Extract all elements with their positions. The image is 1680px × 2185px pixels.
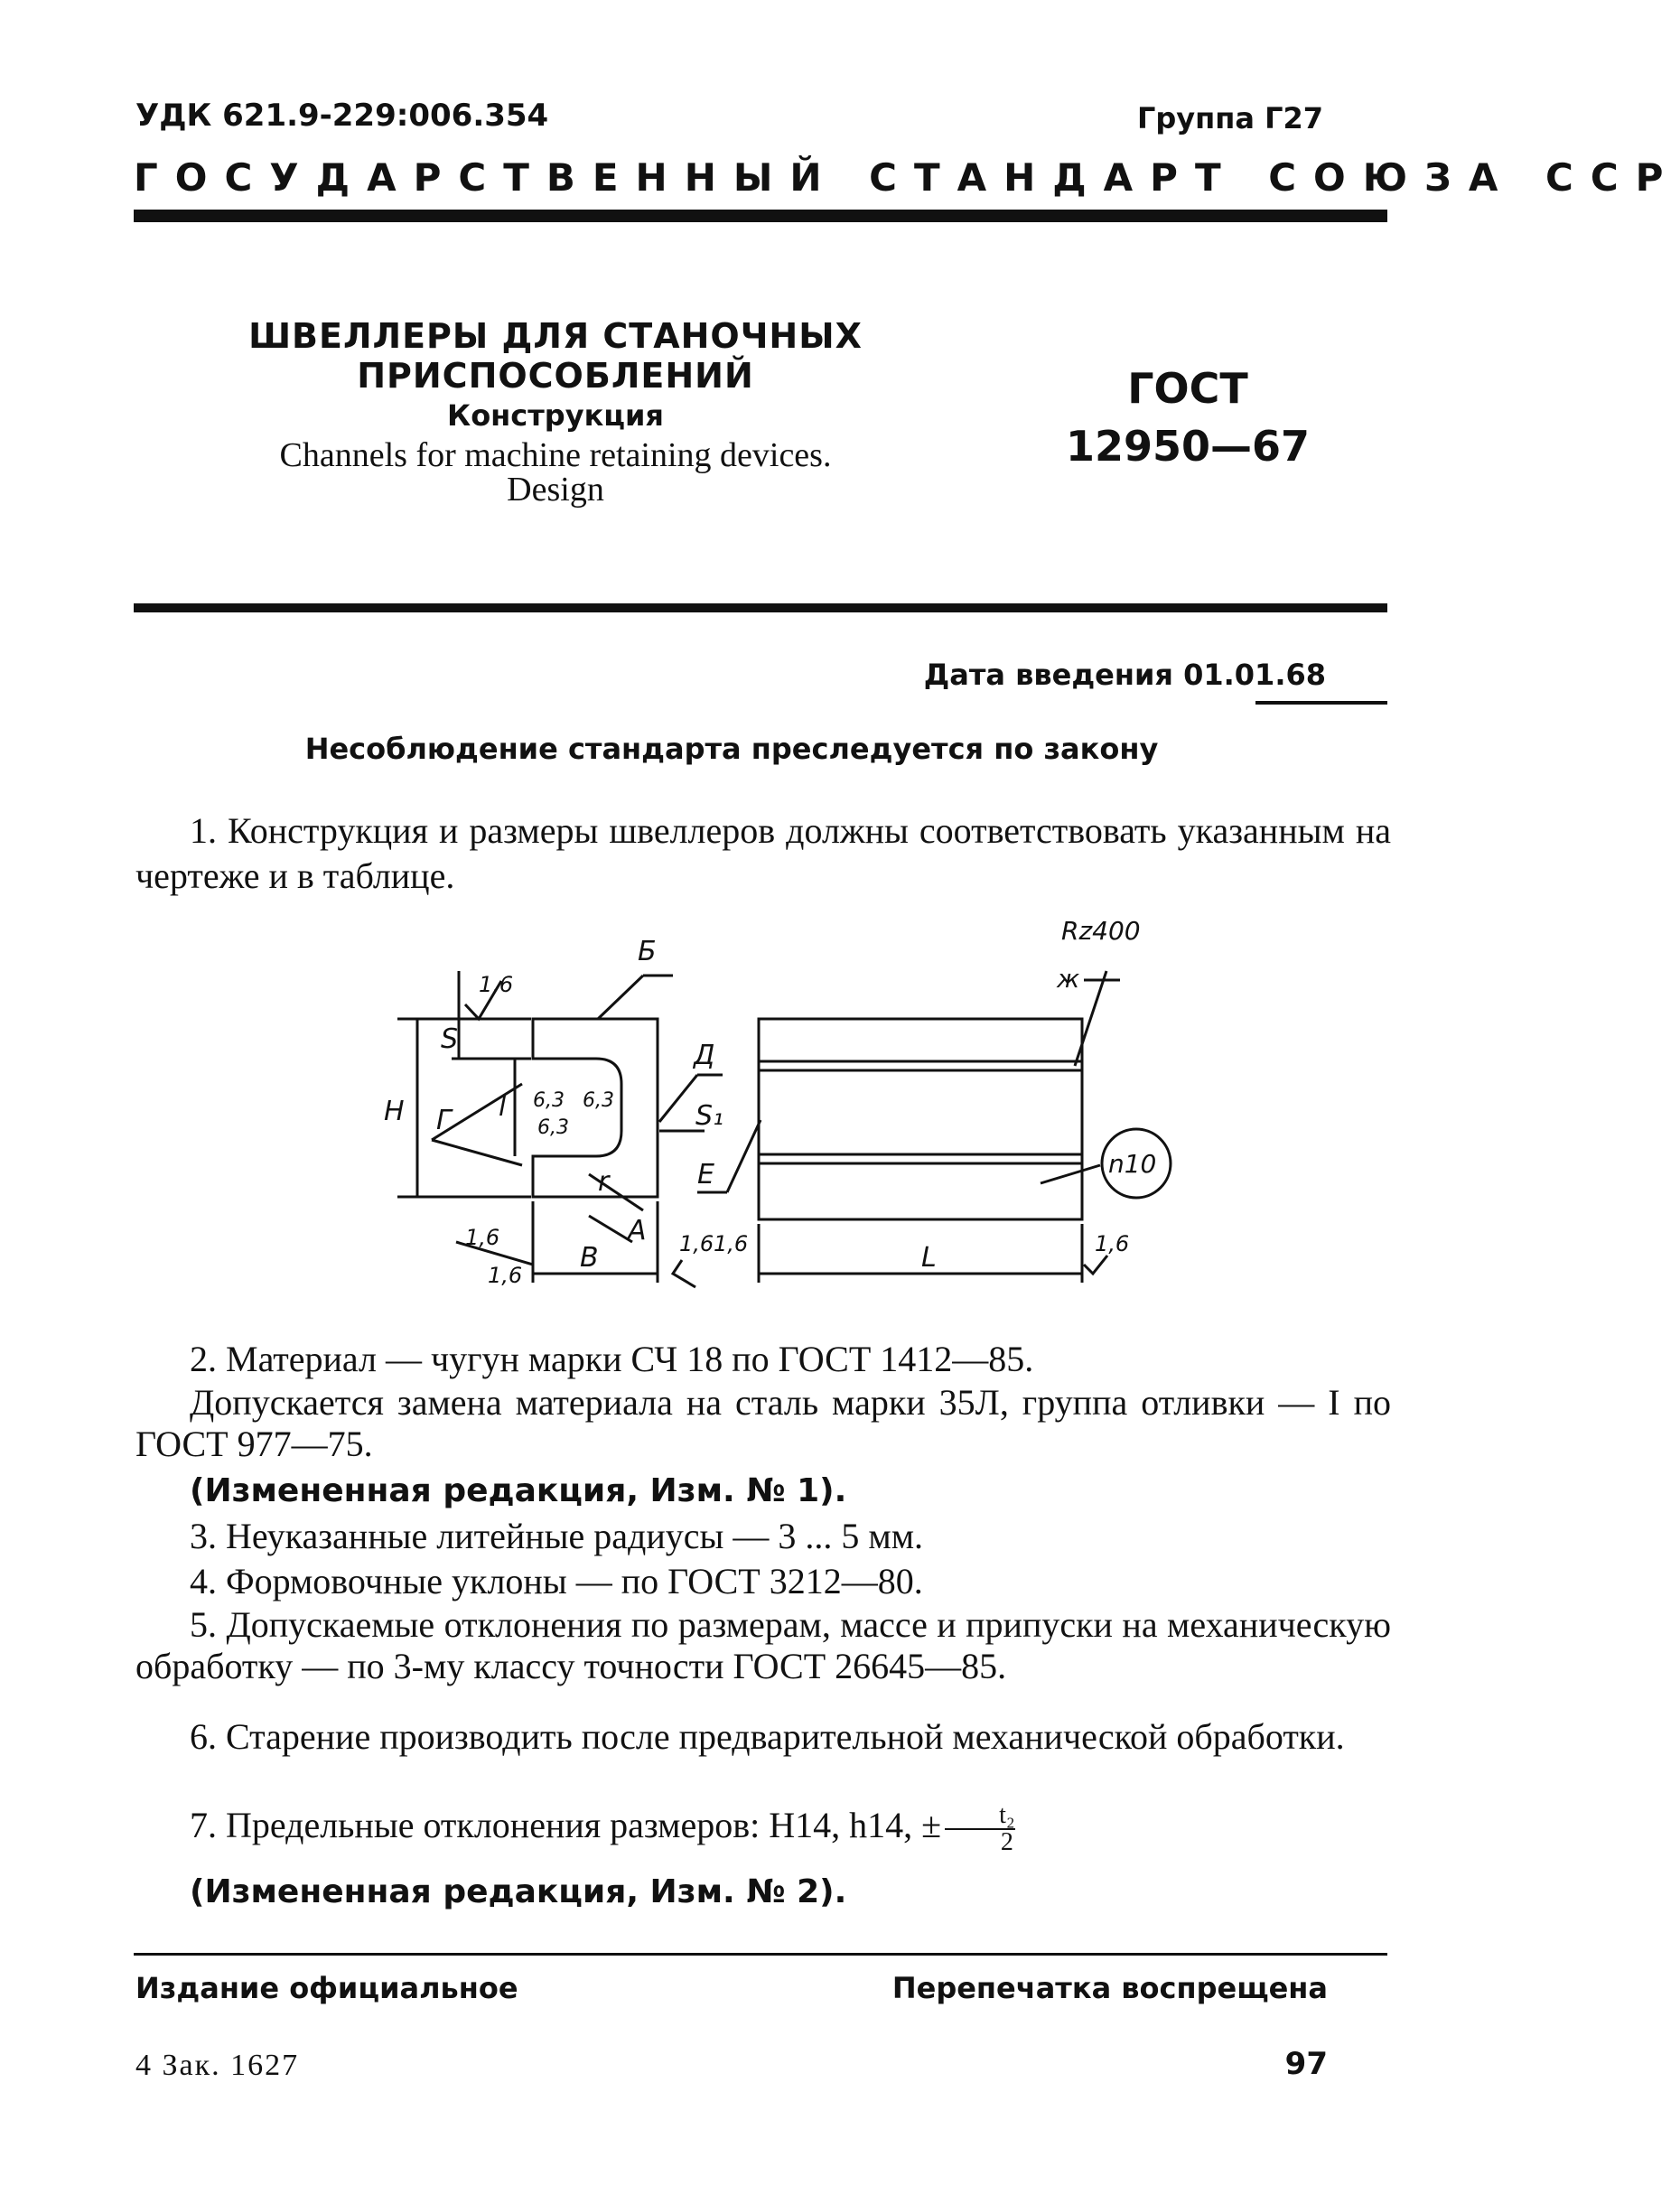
intro-date-label: Дата введения [923, 658, 1173, 692]
paragraph-1: 1. Конструкция и размеры швеллеров должны соответствовать указанным на чертеже и в таблице. [135, 810, 1391, 896]
paragraph-7-text: 7. Предельные отклонения размеров: H14, h14, ± [190, 1805, 942, 1846]
reprint-prohibited: Перепечатка воспрещена [891, 1971, 1328, 2005]
gost-label: ГОСТ [1127, 364, 1248, 413]
label-g: Г [436, 1105, 452, 1136]
label-s: S [441, 1023, 459, 1055]
label-b-top: Б [638, 936, 657, 967]
label-rz: Rz400 [1061, 916, 1141, 946]
udk-code: УДК 621.9-229:006.354 [135, 98, 549, 134]
order-number: 4 Зак. 1627 [135, 2049, 300, 2082]
paragraph-3: 3. Неуказанные литейные радиусы — 3 ... 5 мм. [190, 1516, 924, 1556]
paragraph-5: 5. Допускаемые отклонения по размерам, массе и припуски на механическую обработку — по 3-му классу точности ГОСТ 26645—85. [135, 1604, 1391, 1686]
label-16-m2: 1,6 [714, 1231, 749, 1256]
fraction-numerator: t₂ [945, 1803, 1015, 1830]
label-16-top: 1,6 [479, 972, 514, 997]
paragraph-6: 6. Старение производить после предварительной механической обработки. [190, 1716, 1345, 1757]
label-63c: 6,3 [583, 1089, 614, 1112]
paragraph-2: 2. Материал — чугун марки СЧ 18 по ГОСТ 1412—85. [190, 1339, 1034, 1379]
gost-number: 12950—67 [1065, 422, 1311, 471]
paragraph-7 [135, 1803, 1391, 1855]
title-ru-line1: ШВЕЛЛЕРЫ ДЛЯ СТАНОЧНЫХ [248, 316, 863, 356]
label-b: B [580, 1242, 599, 1274]
title-ru-sub: Конструкция [447, 398, 664, 433]
paragraph-4: 4. Формовочные уклоны — по ГОСТ 3212—80. [190, 1561, 923, 1601]
change-note-2: (Измененная редакция, Изм. № 2). [190, 1873, 847, 1910]
label-L: L [921, 1242, 937, 1274]
fraction-denominator: 2 [1000, 1828, 1013, 1856]
title-en-line2: Design [507, 471, 604, 509]
label-l-small: l [499, 1091, 507, 1123]
label-e: Е [697, 1159, 714, 1191]
label-n10: n10 [1108, 1149, 1157, 1179]
group-code: Группа Г27 [1136, 101, 1323, 135]
law-notice: Несоблюдение стандарта преследуется по закону [304, 732, 1159, 766]
fraction-t2-2 [945, 1803, 1015, 1855]
label-16-bl2: 1,6 [488, 1263, 523, 1288]
state-standard-banner: ГОСУДАРСТВЕННЫЙ СТАНДАРТ СОЮЗА ССР [134, 155, 1680, 200]
label-16-r: 1,6 [1095, 1231, 1130, 1256]
label-zh: ж [1057, 964, 1080, 994]
label-d: Д [694, 1040, 715, 1071]
title-en-line1: Channels for machine retaining devices. [279, 436, 832, 474]
page-number: 97 [1284, 2046, 1328, 2082]
label-s1: S₁ [695, 1100, 724, 1132]
label-h: H [384, 1096, 405, 1127]
official-edition: Издание официальное [135, 1971, 518, 2005]
label-63a: 6,3 [533, 1089, 565, 1112]
change-note-1: (Измененная редакция, Изм. № 1). [190, 1472, 847, 1509]
label-16-bl: 1,6 [465, 1225, 500, 1250]
label-a: А [628, 1215, 647, 1247]
label-r: r [598, 1166, 610, 1198]
title-ru-line2: ПРИСПОСОБЛЕНИЙ [357, 356, 754, 396]
footer-rule [134, 1953, 1387, 1956]
label-63b: 6,3 [537, 1116, 569, 1139]
paragraph-2b: Допускается замена материала на сталь марки 35Л, группа отливки — I по ГОСТ 977—75. [135, 1382, 1391, 1464]
intro-date-value: 01.01.68 [1183, 658, 1326, 692]
label-16-m: 1,6 [679, 1231, 714, 1256]
